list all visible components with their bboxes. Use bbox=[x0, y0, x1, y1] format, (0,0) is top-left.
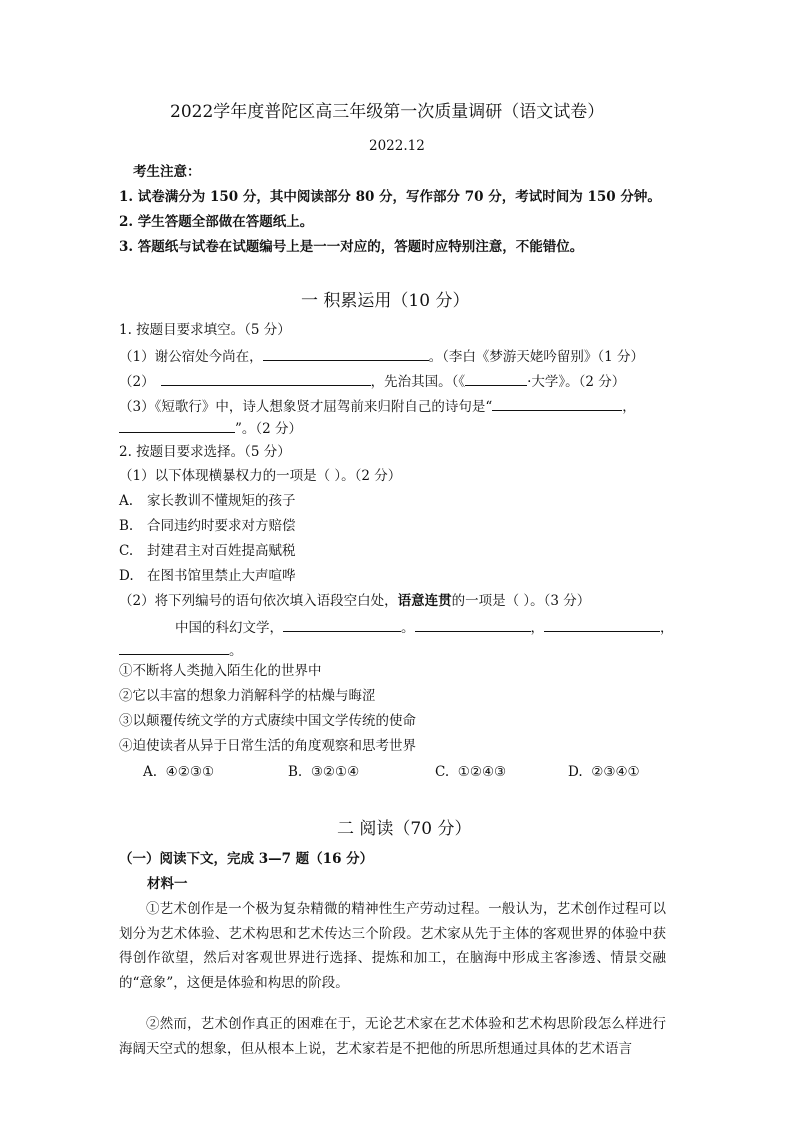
fill-punct: ， bbox=[530, 620, 544, 636]
option-text: 家长教训不懂规矩的孩子 bbox=[147, 493, 296, 509]
notice-item-2: 2. 学生答题全部做在答题纸上。 bbox=[119, 214, 314, 230]
q1-2-suffix: ·大学》。（2 分） bbox=[527, 374, 626, 390]
q1-2-prefix: （2） bbox=[119, 374, 155, 390]
answer-blank[interactable] bbox=[161, 371, 371, 386]
question-2-1: （1）以下体现横暴权力的一项是（ ）。（2 分） bbox=[119, 468, 402, 484]
statement-3: ③以颠覆传统文学的方式赓续中国文学传统的使命 bbox=[119, 713, 416, 729]
choice-text: ④②③① bbox=[165, 764, 215, 780]
answer-blank[interactable] bbox=[283, 617, 401, 632]
choice-a[interactable] bbox=[143, 764, 214, 780]
q2-2-suffix: 的一项是（ ）。（3 分） bbox=[451, 593, 591, 609]
option-text: 合同违约时要求对方赔偿 bbox=[147, 518, 296, 534]
statement-1: ①不断将人类抛入陌生化的世界中 bbox=[119, 663, 322, 679]
choice-text: ③②①④ bbox=[310, 764, 360, 780]
choice-letter: A. bbox=[143, 764, 158, 780]
fill-punct: 。 bbox=[401, 620, 415, 636]
option-letter: B. bbox=[119, 518, 134, 534]
notice-heading: 考生注意： bbox=[133, 164, 201, 180]
option-a[interactable] bbox=[119, 492, 296, 510]
q1-3-suffix: ”。（2 分） bbox=[235, 421, 303, 437]
reading-part-1-heading: （一）阅读下文，完成 3—7 题（16 分） bbox=[119, 851, 374, 867]
question-1-stem: 1. 按题目要求填空。（5 分） bbox=[119, 322, 291, 338]
option-letter: A. bbox=[119, 493, 134, 509]
option-text: 封建君主对百姓提高赋税 bbox=[147, 543, 296, 559]
option-letter: C. bbox=[119, 543, 134, 559]
choice-d[interactable] bbox=[568, 764, 640, 780]
option-d[interactable] bbox=[119, 567, 296, 585]
choice-letter: C. bbox=[435, 764, 450, 780]
notice-item-3: 3. 答题纸与试卷在试题编号上是一一对应的，答题时应特别注意，不能错位。 bbox=[119, 239, 584, 255]
question-1-3-cont bbox=[119, 418, 302, 438]
answer-blank[interactable] bbox=[492, 396, 622, 411]
choice-text: ①②④③ bbox=[457, 764, 507, 780]
answer-blank[interactable] bbox=[263, 346, 429, 361]
statement-4: ④迫使读者从异于日常生活的角度观察和思考世界 bbox=[119, 738, 416, 754]
answer-blank[interactable] bbox=[119, 418, 235, 433]
answer-blank[interactable] bbox=[465, 371, 527, 386]
q1-2-middle: ，先治其国。（《 bbox=[370, 374, 466, 390]
choice-letter: D. bbox=[568, 764, 583, 780]
option-text: 在图书馆里禁止大声喧哗 bbox=[147, 568, 296, 584]
exam-date: 2022.12 bbox=[369, 138, 425, 154]
answer-blank[interactable] bbox=[415, 617, 531, 632]
fill-sentence bbox=[175, 617, 674, 637]
answer-blank[interactable] bbox=[119, 640, 229, 655]
q1-3-comma: ， bbox=[622, 399, 636, 415]
paragraph-1: ①艺术创作是一个极为复杂精微的精神性生产劳动过程。一般认为，艺术创作过程可以划分为艺术体验、艺术构思和艺术传达三个阶段。艺术家从先于主体的客观世界的体验中获得创作欲望，然后对客观世界进行选择、提炼和加工，在脑海中形成主客渗透、情景交融的“意象”，这便是体验和构思的阶段。 bbox=[119, 901, 666, 991]
q1-3-prefix: （3）《短歌行》中，诗人想象贤才屈驾前来归附自己的诗句是“ bbox=[119, 399, 493, 415]
fill-punct: ， bbox=[660, 620, 674, 636]
option-letter: D. bbox=[119, 568, 134, 584]
question-1-3 bbox=[119, 396, 636, 416]
material-1-heading: 材料一 bbox=[147, 876, 188, 892]
choice-text: ②③④① bbox=[591, 764, 640, 780]
q2-2-emphasis: 语意连贯 bbox=[397, 593, 452, 609]
fill-prefix: 中国的科幻文学， bbox=[175, 620, 283, 636]
choice-c[interactable] bbox=[435, 764, 506, 780]
answer-blank[interactable] bbox=[544, 617, 660, 632]
question-2-2 bbox=[119, 592, 590, 610]
q2-2-prefix: （2）将下列编号的语句依次填入语段空白处， bbox=[119, 593, 398, 609]
choice-b[interactable] bbox=[288, 764, 359, 780]
q1-1-suffix: 。（李白《梦游天姥吟留别》（1 分） bbox=[428, 349, 644, 365]
section-1-title: 一 积累运用（10 分） bbox=[301, 291, 470, 311]
question-1-1 bbox=[119, 346, 644, 366]
section-2-title: 二 阅读（70 分） bbox=[337, 819, 472, 839]
q1-1-prefix: （1）谢公宿处今尚在， bbox=[119, 349, 263, 365]
paragraph-2: ②然而，艺术创作真正的困难在于，无论艺术家在艺术体验和艺术构思阶段怎么样进行海阔天空式的想象，但从根本上说，艺术家若是不把他的所思所想通过具体的艺术语言 bbox=[119, 1016, 666, 1057]
option-b[interactable] bbox=[119, 517, 296, 535]
question-2-stem: 2. 按题目要求选择。（5 分） bbox=[119, 444, 291, 460]
fill-sentence-cont bbox=[119, 640, 243, 660]
exam-title: 2022学年度普陀区高三年级第一次质量调研（语文试卷） bbox=[170, 102, 605, 122]
fill-end: 。 bbox=[229, 643, 243, 659]
option-c[interactable] bbox=[119, 542, 296, 560]
question-1-2 bbox=[119, 371, 625, 391]
notice-item-1: 1. 试卷满分为 150 分，其中阅读部分 80 分，写作部分 70 分，考试时间为 150 分钟。 bbox=[119, 189, 661, 205]
choice-letter: B. bbox=[288, 764, 303, 780]
statement-2: ②它以丰富的想象力消解科学的枯燥与晦涩 bbox=[119, 688, 376, 704]
